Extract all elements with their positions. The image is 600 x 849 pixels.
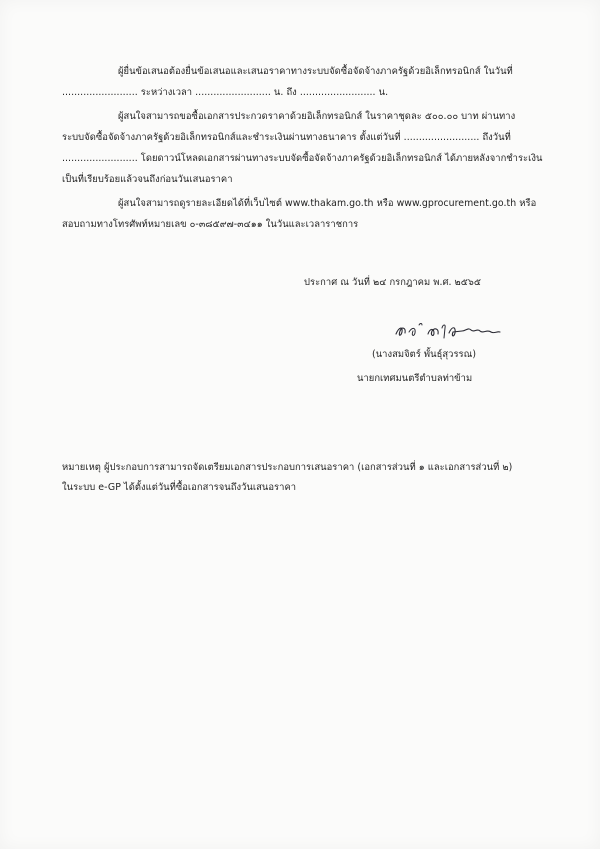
handwritten-signature <box>392 318 504 344</box>
signature-name: (นางสมจิตร์ พั้นธุ์สุวรรณ) <box>372 349 477 360</box>
announce-date: ประกาศ ณ วันที่ ๒๔ กรกฎาคม พ.ศ. ๒๕๖๕ <box>304 277 482 288</box>
paragraph2-line2: ระบบจัดซื้อจัดจ้างภาครัฐด้วยอิเล็กทรอนิกส์และชำระเงินผ่านทางธนาคาร ตั้งแต่วันที่ ......................... ถึงวันที่ <box>62 132 511 143</box>
note-line1: หมายเหตุ ผู้ประกอบการสามารถจัดเตรียมเอกสารประกอบการเสนอราคา (เอกสารส่วนที่ ๑ และเอกสารส่วนที่ ๒) <box>62 462 513 473</box>
signature-title: นายกเทศมนตรีตำบลท่าข้าม <box>357 373 473 384</box>
paragraph2-line4: เป็นที่เรียบร้อยแล้วจนถึงก่อนวันเสนอราคา <box>62 174 233 185</box>
paragraph3-line1: ผู้สนใจสามารถดูรายละเอียดได้ที่เว็บไซต์ www.thakam.go.th หรือ www.gprocurement.go.th หรือ <box>118 198 537 209</box>
note-line2: ในระบบ e-GP ได้ตั้งแต่วันที่ซื้อเอกสารจนถึงวันเสนอราคา <box>62 482 297 493</box>
paragraph1-line2: ......................... ระหว่างเวลา ......................... น. ถึง ......................... น. <box>62 87 389 98</box>
paragraph2-line1: ผู้สนใจสามารถขอซื้อเอกสารประกวดราคาด้วยอิเล็กทรอนิกส์ ในราคาชุดละ ๕๐๐.๐๐ บาท ผ่านทาง <box>118 111 516 122</box>
paragraph3-line2: สอบถามทางโทรศัพท์หมายเลข ๐-๓๘๕๙๗-๓๔๑๑ ในวันและเวลาราชการ <box>62 219 359 230</box>
paragraph2-line3: ......................... โดยดาวน์โหลดเอกสารผ่านทางระบบจัดซื้อจัดจ้างภาครัฐด้วยอิเล็กทรอนิกส์ ได้ภายหลังจากชำระเงิน <box>62 153 543 164</box>
paragraph1-line1: ผู้ยื่นข้อเสนอต้องยื่นข้อเสนอและเสนอราคาทางระบบจัดซื้อจัดจ้างภาครัฐด้วยอิเล็กทรอนิกส์ ในวันที่ <box>118 66 513 77</box>
